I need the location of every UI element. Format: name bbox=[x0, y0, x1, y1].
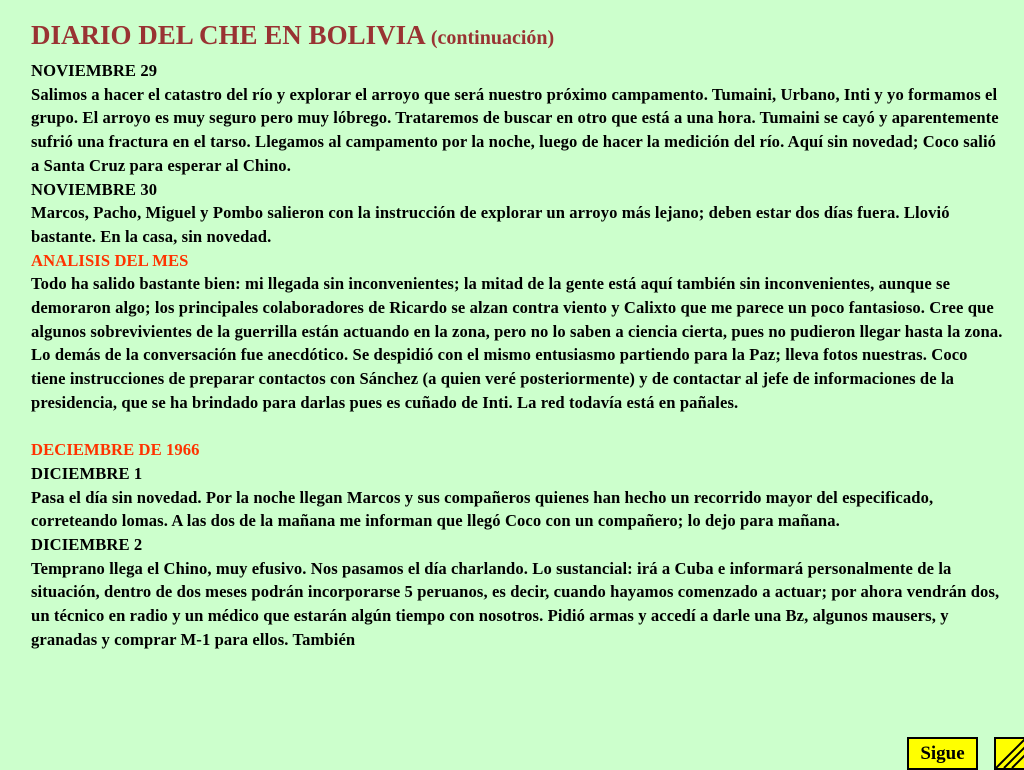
title-subtitle: (continuación) bbox=[430, 27, 555, 49]
diagonal-stripes-icon bbox=[996, 739, 1024, 768]
analisis-paragraph-2: Lo demás de la conversación fue anecdótico. Se despidió con el mismo entusiasmo partiendo para la Paz; lleva fotos nuestras. Coco tiene instrucciones de preparar contactos con Sánchez (a quien veré posteriormente) y de contactar al jefe de informaciones de la presidencia, que se ha brindado para darlas pues es cuñado de Inti. La red todavía está en pañales. bbox=[31, 345, 968, 412]
entry-heading-nov29: NOVIEMBRE 29 bbox=[31, 61, 158, 80]
section-heading-dic1966: DECIEMBRE DE 1966 bbox=[31, 440, 200, 460]
section-heading-analisis: ANALISIS DEL MES bbox=[31, 250, 189, 270]
entry-heading-dic2: DICIEMBRE 2 bbox=[31, 535, 143, 555]
next-page-corner[interactable] bbox=[994, 737, 1024, 770]
entry-heading-nov30: NOVIEMBRE 30 bbox=[31, 179, 158, 199]
entry-text-dic2: Temprano llega el Chino, muy efusivo. Nos pasamos el día charlando. Lo sustancial: irá a Cuba e informará personalmente de la situación, dentro de dos meses podrán incorporarse 5 peruanos, es decir, cuando hayamos comenzado a actuar; por ahora vendrán dos, un técnico en radio y un médico que estarán algún tiempo con nosotros. Pidió armas y accedí a darle una Bz, algunos mausers, y granadas y comprar M-1 para ellos. También bbox=[31, 558, 1000, 649]
entry-text-nov30: Marcos, Pacho, Miguel y Pombo salieron con la instrucción de explorar un arroyo más lejano; deben estar dos días fuera. Llovió bastante. En la casa, sin novedad. bbox=[31, 203, 950, 246]
entry-text-nov29: Salimos a hacer el catastro del río y explorar el arroyo que será nuestro próximo campamento. Tumaini, Urbano, Inti y yo formamos el grupo. El arroyo es muy seguro pero muy lóbrego. Trataremos de buscar en otro que está a una hora. Tumaini se cayó y aparentemente sufrió una fractura en el tarso. Llegamos al campamento por la noche, luego de hacer la medición del río. Aquí sin novedad; Coco salió a Santa Cruz para esperar al Chino. bbox=[31, 84, 999, 175]
diary-content bbox=[31, 59, 1006, 652]
entry-heading-dic1: DICIEMBRE 1 bbox=[31, 463, 143, 483]
page-title bbox=[31, 20, 554, 51]
sigue-button[interactable]: Sigue bbox=[907, 737, 978, 770]
entry-text-dic1: Pasa el día sin novedad. Por la noche llegan Marcos y sus compañeros quienes han hecho un recorrido mayor del especificado, correteando lomas. A las dos de la mañana me informan que llegó Coco con un compañero; lo dejo para mañana. bbox=[31, 487, 934, 531]
title-text: DIARIO DEL CHE EN BOLIVIA bbox=[31, 20, 425, 50]
paragraph-spacer bbox=[31, 415, 1006, 439]
analisis-paragraph-1: Todo ha salido bastante bien: mi llegada sin inconvenientes; la mitad de la gente está aquí también sin inconvenientes, aunque se demoraron algo; los principales colaboradores de Ricardo se alzan contra viento y Calixto que me parece un poco fantasioso. Cree que algunos sobrevivientes de la guerrilla están actuando en la zona, pero no lo saben a ciencia cierta, pues no pudieron llegar hasta la zona. bbox=[31, 274, 1003, 341]
